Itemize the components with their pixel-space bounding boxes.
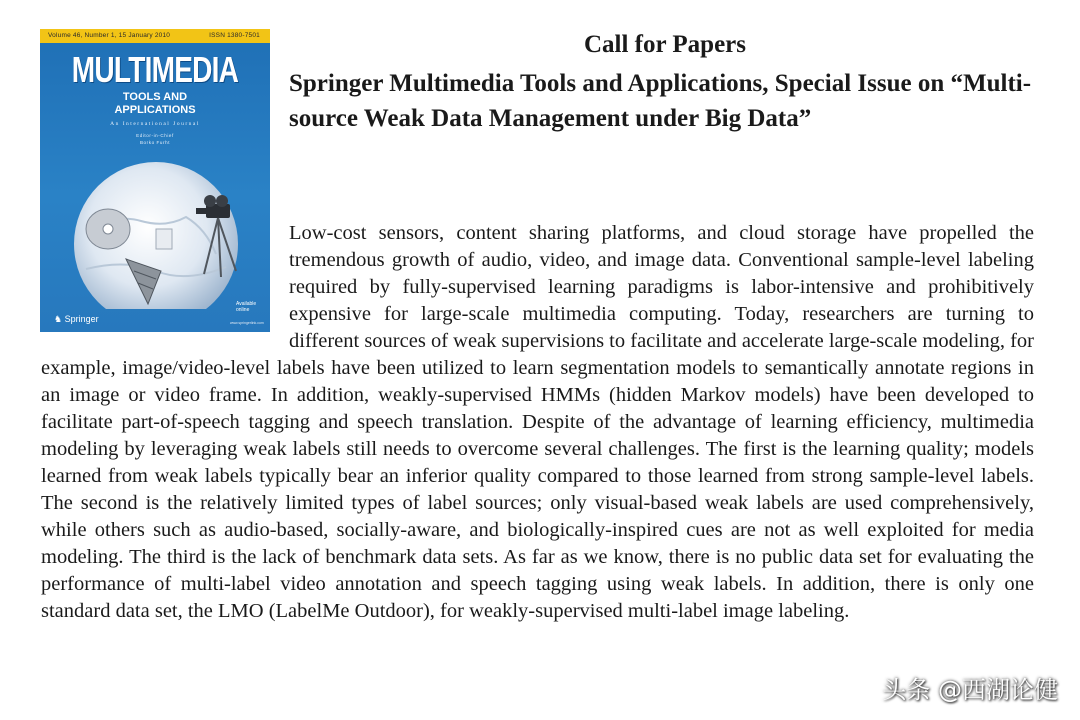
cover-subtitle-line1: TOOLS AND [122,91,188,103]
watermark-text: 头条 @西湖论健 [882,676,1058,704]
cover-subtitle-line2: APPLICATIONS [114,104,196,116]
cover-publisher: Springer [64,314,99,324]
body-paragraph: Low-cost sensors, content sharing platforms, and cloud storage have propelled the tremendous growth of audio, video, and image data. Conventional sample-level labeling required by fully-supervised learning paradigms is labor-intensive and prohibitively expensive for large-scale multimedia computing. Today, researchers are turning to different sources of weak supervisions to facilitate and accelerate large-scale modeling, for example, image/video-level labels have been utilized to learn segmentation models to semantically annotate regions in an image or video frame. In addition, weakly-supervised HMMs (hidden Markov models) have been developed to facilitate part-of-speech tagging and speech translation. Despite of the advantage of learning efficiency, multimedia modeling by leveraging weak labels still needs to overcome several challenges. The first is the learning quality; models learned from weak labels typically bear an inferior quality compared to those learned from strong sample-level labels. The second is the relatively limited types of label sources; only visual-based weak labels are used comprehensively, while others such as audio-based, socially-aware, and biologically-inspired cues are not as well exploited for media modeling. The third is the lack of benchmark data sets. As far as we know, there is no public data set for evaluating the performance of multi-label video annotation and speech tagging using weak labels. In addition, there is only one standard data set, the LMO (LabelMe Outdoor), for weakly-supervised multi-label image labeling. [41,222,1034,622]
cover-tagline: An International Journal [110,121,200,127]
cover-availability: Available online [236,301,257,313]
cover-volume-line: Volume 46, Number 1, 15 January 2010 [48,32,171,39]
cover-float-spacer [41,220,289,355]
cover-editor-line2: Borko Furht [139,140,171,145]
cover-volume-bar [40,29,270,43]
springer-horse-icon: ♞ [54,314,63,324]
cover-url: www.springerlink.com [230,321,264,325]
call-for-papers-heading: Call for Papers [583,31,746,58]
special-issue-title: Springer Multimedia Tools and Applications, Special Issue on “Multi-source Weak Data Management under Big Data” [289,70,1032,132]
cover-issn: ISSN 1380-7501 [209,32,260,39]
cover-title: MULTIMEDIA [71,49,239,90]
cover-editor-line1: Editor-in-Chief [136,133,174,138]
body-text-block [41,220,1034,625]
